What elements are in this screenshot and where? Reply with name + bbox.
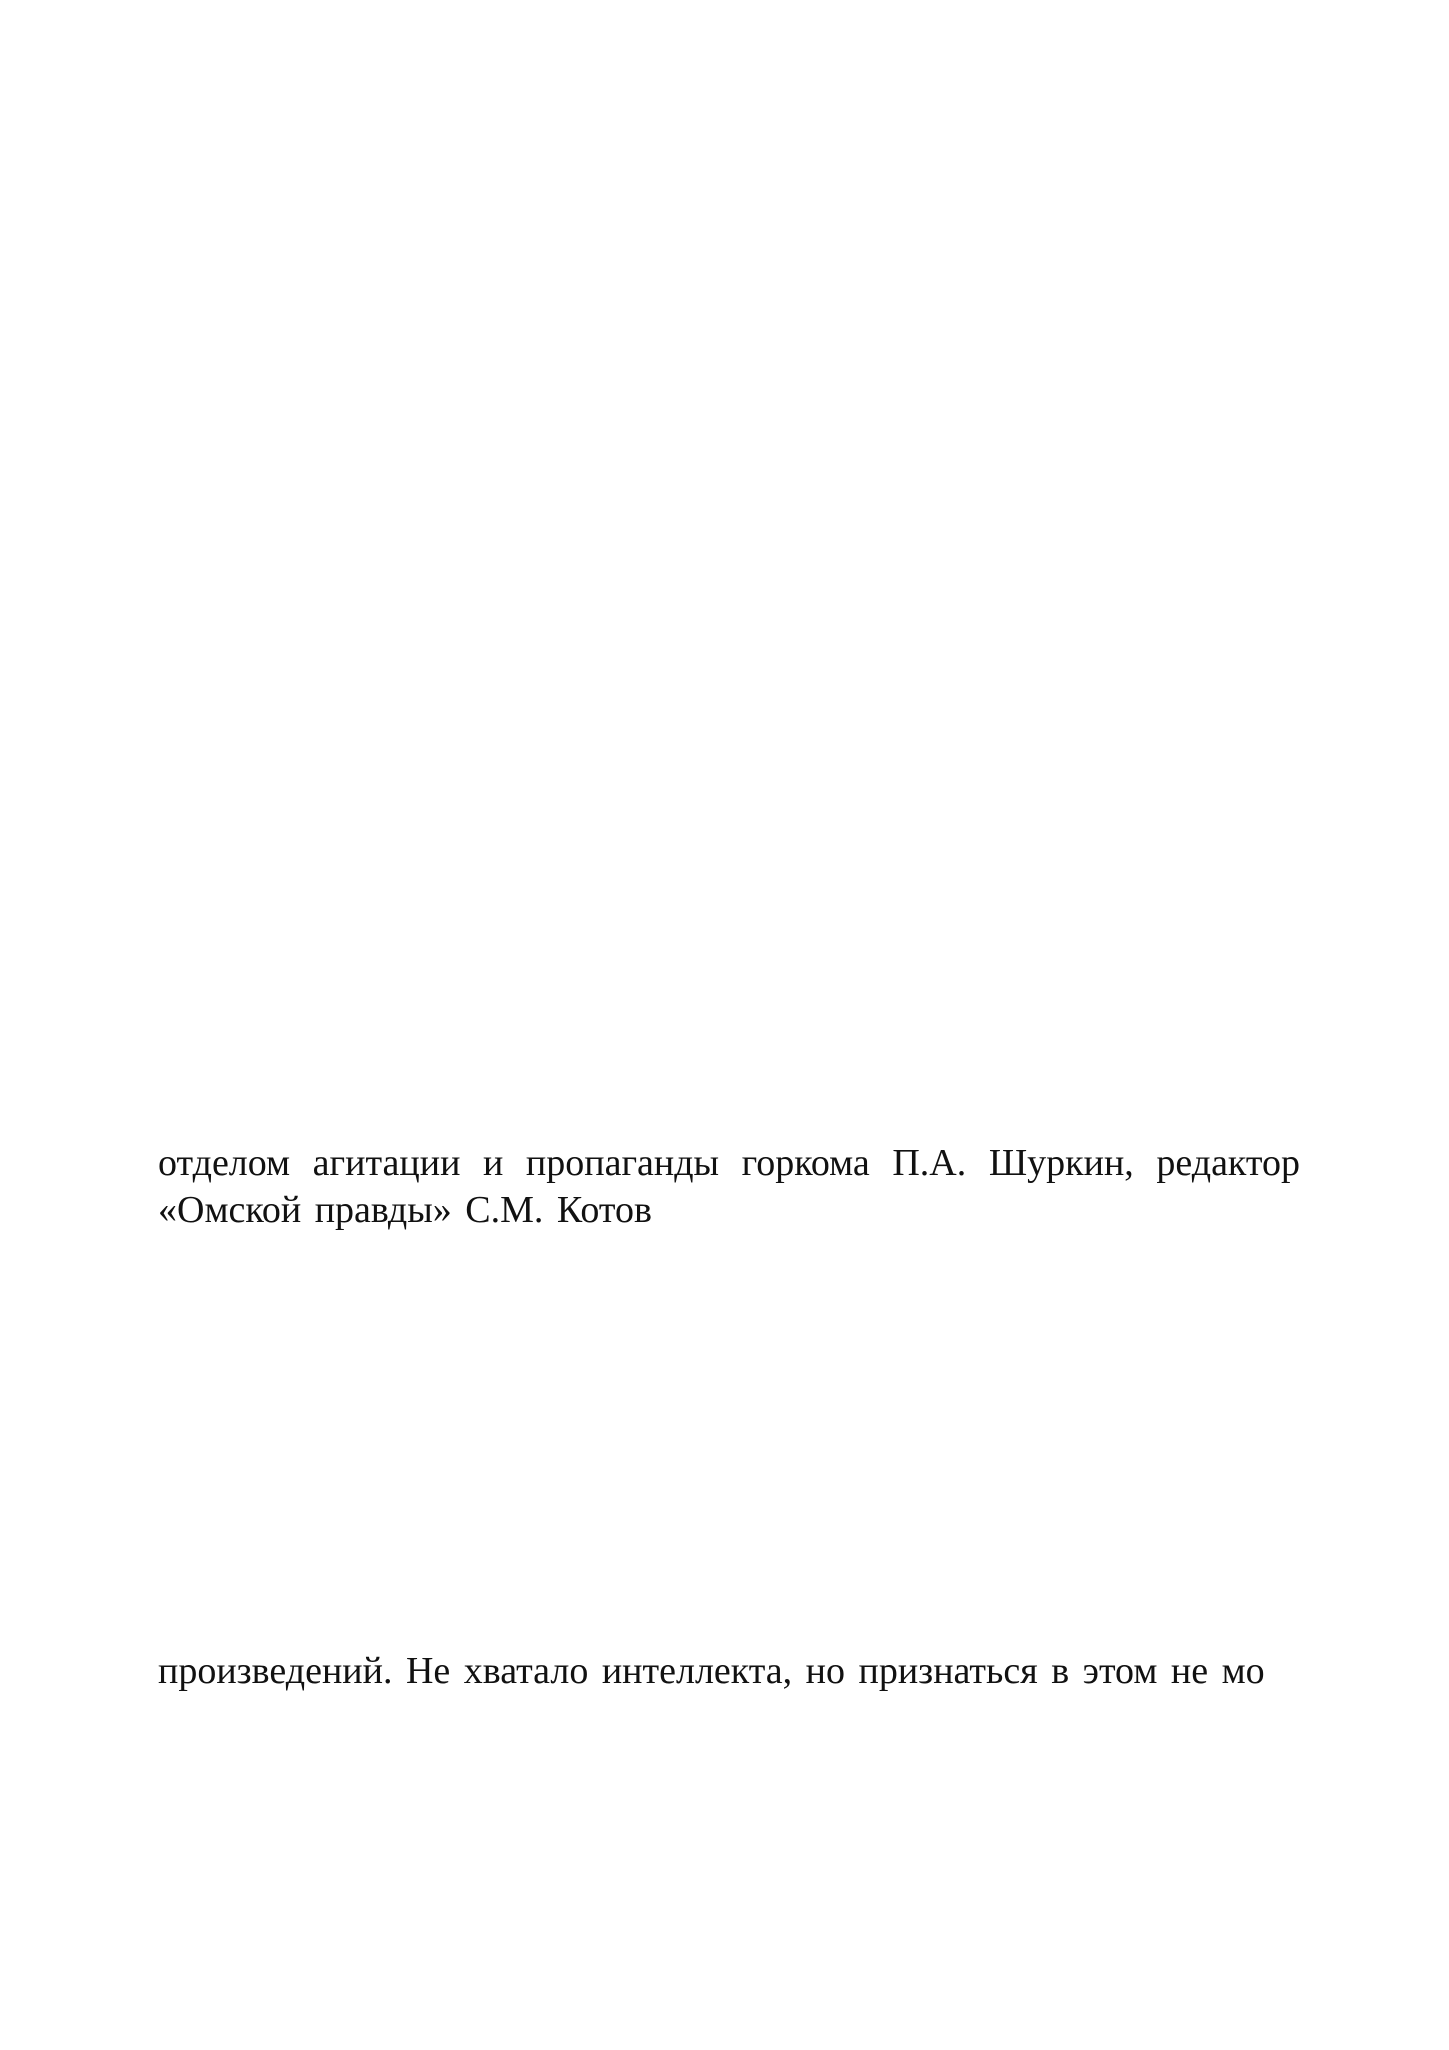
- text-fragment-1: [158, 1140, 1300, 1234]
- text-line: «Омской правды» С.М. Котов: [158, 1189, 652, 1231]
- text-line: отделом агитации и пропаганды горкома П.А. Шуркин, редактор: [158, 1142, 1300, 1184]
- text-line: произведений. Не хватало интеллекта, но признаться в этом не мо: [158, 1650, 1265, 1692]
- text-fragment-2: [158, 1648, 1300, 1695]
